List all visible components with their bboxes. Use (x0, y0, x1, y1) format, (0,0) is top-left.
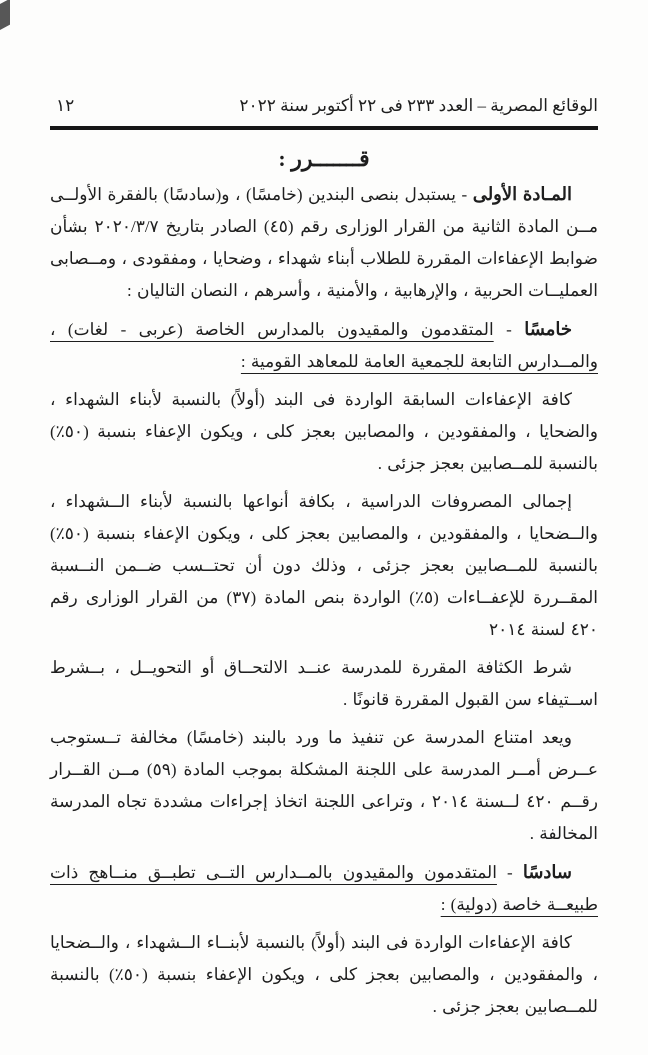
clause-six-dash: - (496, 863, 523, 882)
article-one-paragraph (50, 178, 598, 307)
clause-five-title: المتقدمون والمقيدون بالمدارس الخاصة (عربى - لغات) ، والمــدارس التابعة للجمعية العامة للمعاهد القومية : (50, 320, 598, 371)
running-title: الوقائع المصرية – العدد ٢٣٣ فى ٢٢ أكتوبر سنة ٢٠٢٢ (239, 96, 598, 115)
clause-five-heading (50, 313, 598, 378)
clause-five-paragraph-4: ويعد امتناع المدرسة عن تنفيذ ما ورد بالبند (خامسًا) مخالفة تــستوجب عــرض أمــر المدرسة على اللجنة المشكلة بموجب المادة (٥٩) مــن القــرار رقــم ٤٢٠ لــسنة ٢٠١٤ ، وتراعى اللجنة اتخاذ إجراءات مشددة تجاه المدرسة المخالفة . (50, 728, 598, 843)
article-one-label: المـادة الأولى (472, 184, 572, 204)
article-one-text: - يستبدل بنصى البندين (خامسًا) ، و(سادسًا) بالفقرة الأولــى مــن المادة الثانية من القرار الوزارى رقم (٤٥) الصادر بتاريخ ٢٠٢٠/٣/٧ بشأن ضوابط الإعفاءات المقررة للطلاب أبناء شهداء ، وضحايا ، ومفقودى ، ومــصابى العمليــات الحربية ، والإرهابية ، والأمنية ، وأسرهم ، النصان التاليان : (50, 185, 598, 300)
clause-five-paragraph-1: كافة الإعفاءات السابقة الواردة فى البند (أولاً) بالنسبة لأبناء الشهداء ، والضحايا ، والمفقودين ، والمصابين بعجز كلى ، ويكون الإعفاء بنسبة (٥٠٪) بالنسبة للمــصابين بعجز جزئى . (50, 390, 598, 473)
clause-six-label: سادسًا (522, 862, 572, 882)
clause-six-heading (50, 856, 598, 921)
header-rule (50, 126, 598, 130)
page-header (50, 0, 598, 116)
clause-five-label: خامسًا (524, 319, 572, 339)
clause-six-title: المتقدمون والمقيدون بالمــدارس التــى تطبــق منــاهج ذات طبيعــة خاصة (دولية) : (50, 863, 598, 914)
decision-heading: قـــــــرر : (278, 146, 370, 171)
page-number: ١٢ (56, 96, 75, 115)
clause-six-paragraph-1: كافة الإعفاءات الواردة فى البند (أولاً) بالنسبة لأبنــاء الــشهداء ، والــضحايا ، والمفقودين ، والمصابين بعجز كلى ، ويكون الإعفاء بنسبة (٥٠٪) بالنسبة للمــصابين بعجز جزئى . (50, 933, 598, 1016)
clause-five-paragraph-3: شرط الكثافة المقررة للمدرسة عنــد الالتحــاق أو التحويــل ، بــشرط اســتيفاء سن القبول المقررة قانونًا . (50, 658, 598, 709)
clause-five-paragraph-2: إجمالى المصروفات الدراسية ، بكافة أنواعها بالنسبة لأبناء الــشهداء ، والــضحايا ، والمفقودين ، والمصابين بعجز كلى ، ويكون الإعفاء بنسبة (٥٠٪) بالنسبة للمــصابين بعجز جزئى ، وذلك دون أن تحتــسب ضــمن النــسبة المقــررة للإعفــاءات (٥٪) الواردة بنص المادة (٣٧) من القرار الوزارى رقم ٤٢٠ لسنة ٢٠١٤ (50, 492, 598, 639)
clause-five-dash: - (493, 320, 525, 339)
